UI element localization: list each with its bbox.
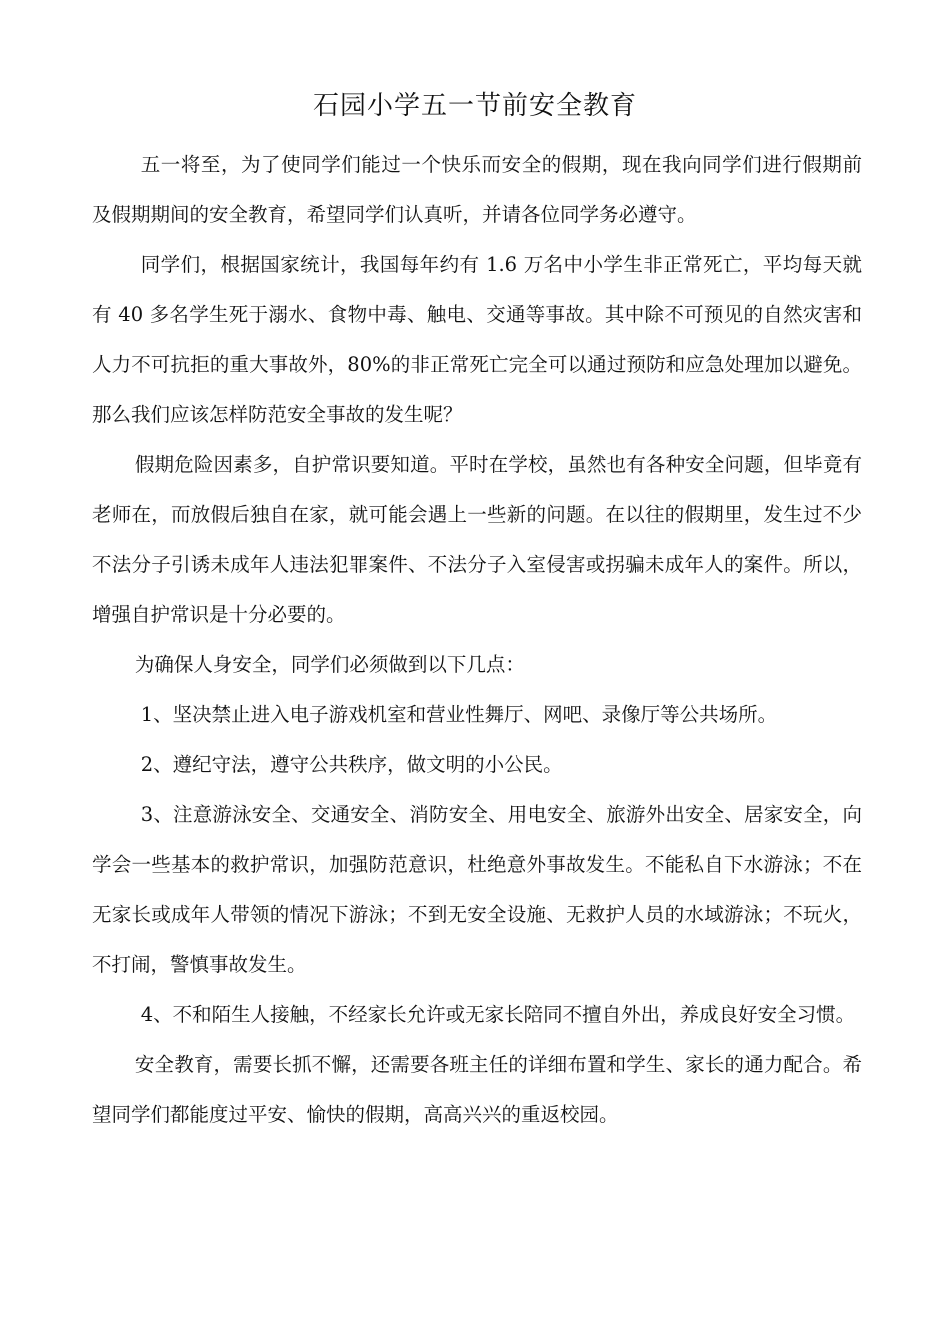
paragraph-statistics: 同学们，根据国家统计，我国每年约有 1.6 万名中小学生非正常死亡，平均每天就有 40 多名学生死于溺水、食物中毒、触电、交通等事故。其中除不可预见的自然灾害和人力不可抗拒的重大事故外，80%的非正常死亡完全可以通过预防和应急处理加以避免。那么我们应该怎样防范安全事故的发生呢？ xyxy=(92,253,862,426)
paragraph-intro: 五一将至，为了使同学们能过一个快乐而安全的假期，现在我向同学们进行假期前及假期期间的安全教育，希望同学们认真听，并请各位同学务必遵守。 xyxy=(92,153,862,226)
paragraph-holiday-risks: 假期危险因素多，自护常识要知道。平时在学校，虽然也有各种安全问题，但毕竟有老师在，而放假后独自在家，就可能会遇上一些新的问题。在以往的假期里，发生过不少不法分子引诱未成年人违法犯罪案件、不法分子入室侵害或拐骗未成年人的案件。所以，增强自护常识是十分必要的。 xyxy=(92,453,862,626)
list-item-2: 2、遵纪守法，遵守公共秩序，做文明的小公民。 xyxy=(140,753,563,776)
paragraph-requirements-intro: 为确保人身安全，同学们必须做到以下几点： xyxy=(134,653,525,676)
document-body xyxy=(92,140,862,1140)
list-item-1: 1、坚决禁止进入电子游戏机室和营业性舞厅、网吧、录像厅等公共场所。 xyxy=(140,703,778,726)
paragraph-closing: 安全教育，需要长抓不懈，还需要各班主任的详细布置和学生、家长的通力配合。希望同学们都能度过平安、愉快的假期，高高兴兴的重返校园。 xyxy=(92,1053,862,1126)
list-item-3: 3、注意游泳安全、交通安全、消防安全、用电安全、旅游外出安全、居家安全，向学会一些基本的救护常识，加强防范意识，杜绝意外事故发生。不能私自下水游泳；不在无家长或成年人带领的情况下游泳；不到无安全设施、无救护人员的水域游泳；不玩火，不打闹，警慎事故发生。 xyxy=(92,803,862,976)
document-title: 石园小学五一节前安全教育 xyxy=(312,91,637,121)
list-item-4: 4、不和陌生人接触，不经家长允许或无家长陪同不擅自外出，养成良好安全习惯。 xyxy=(140,1003,856,1026)
